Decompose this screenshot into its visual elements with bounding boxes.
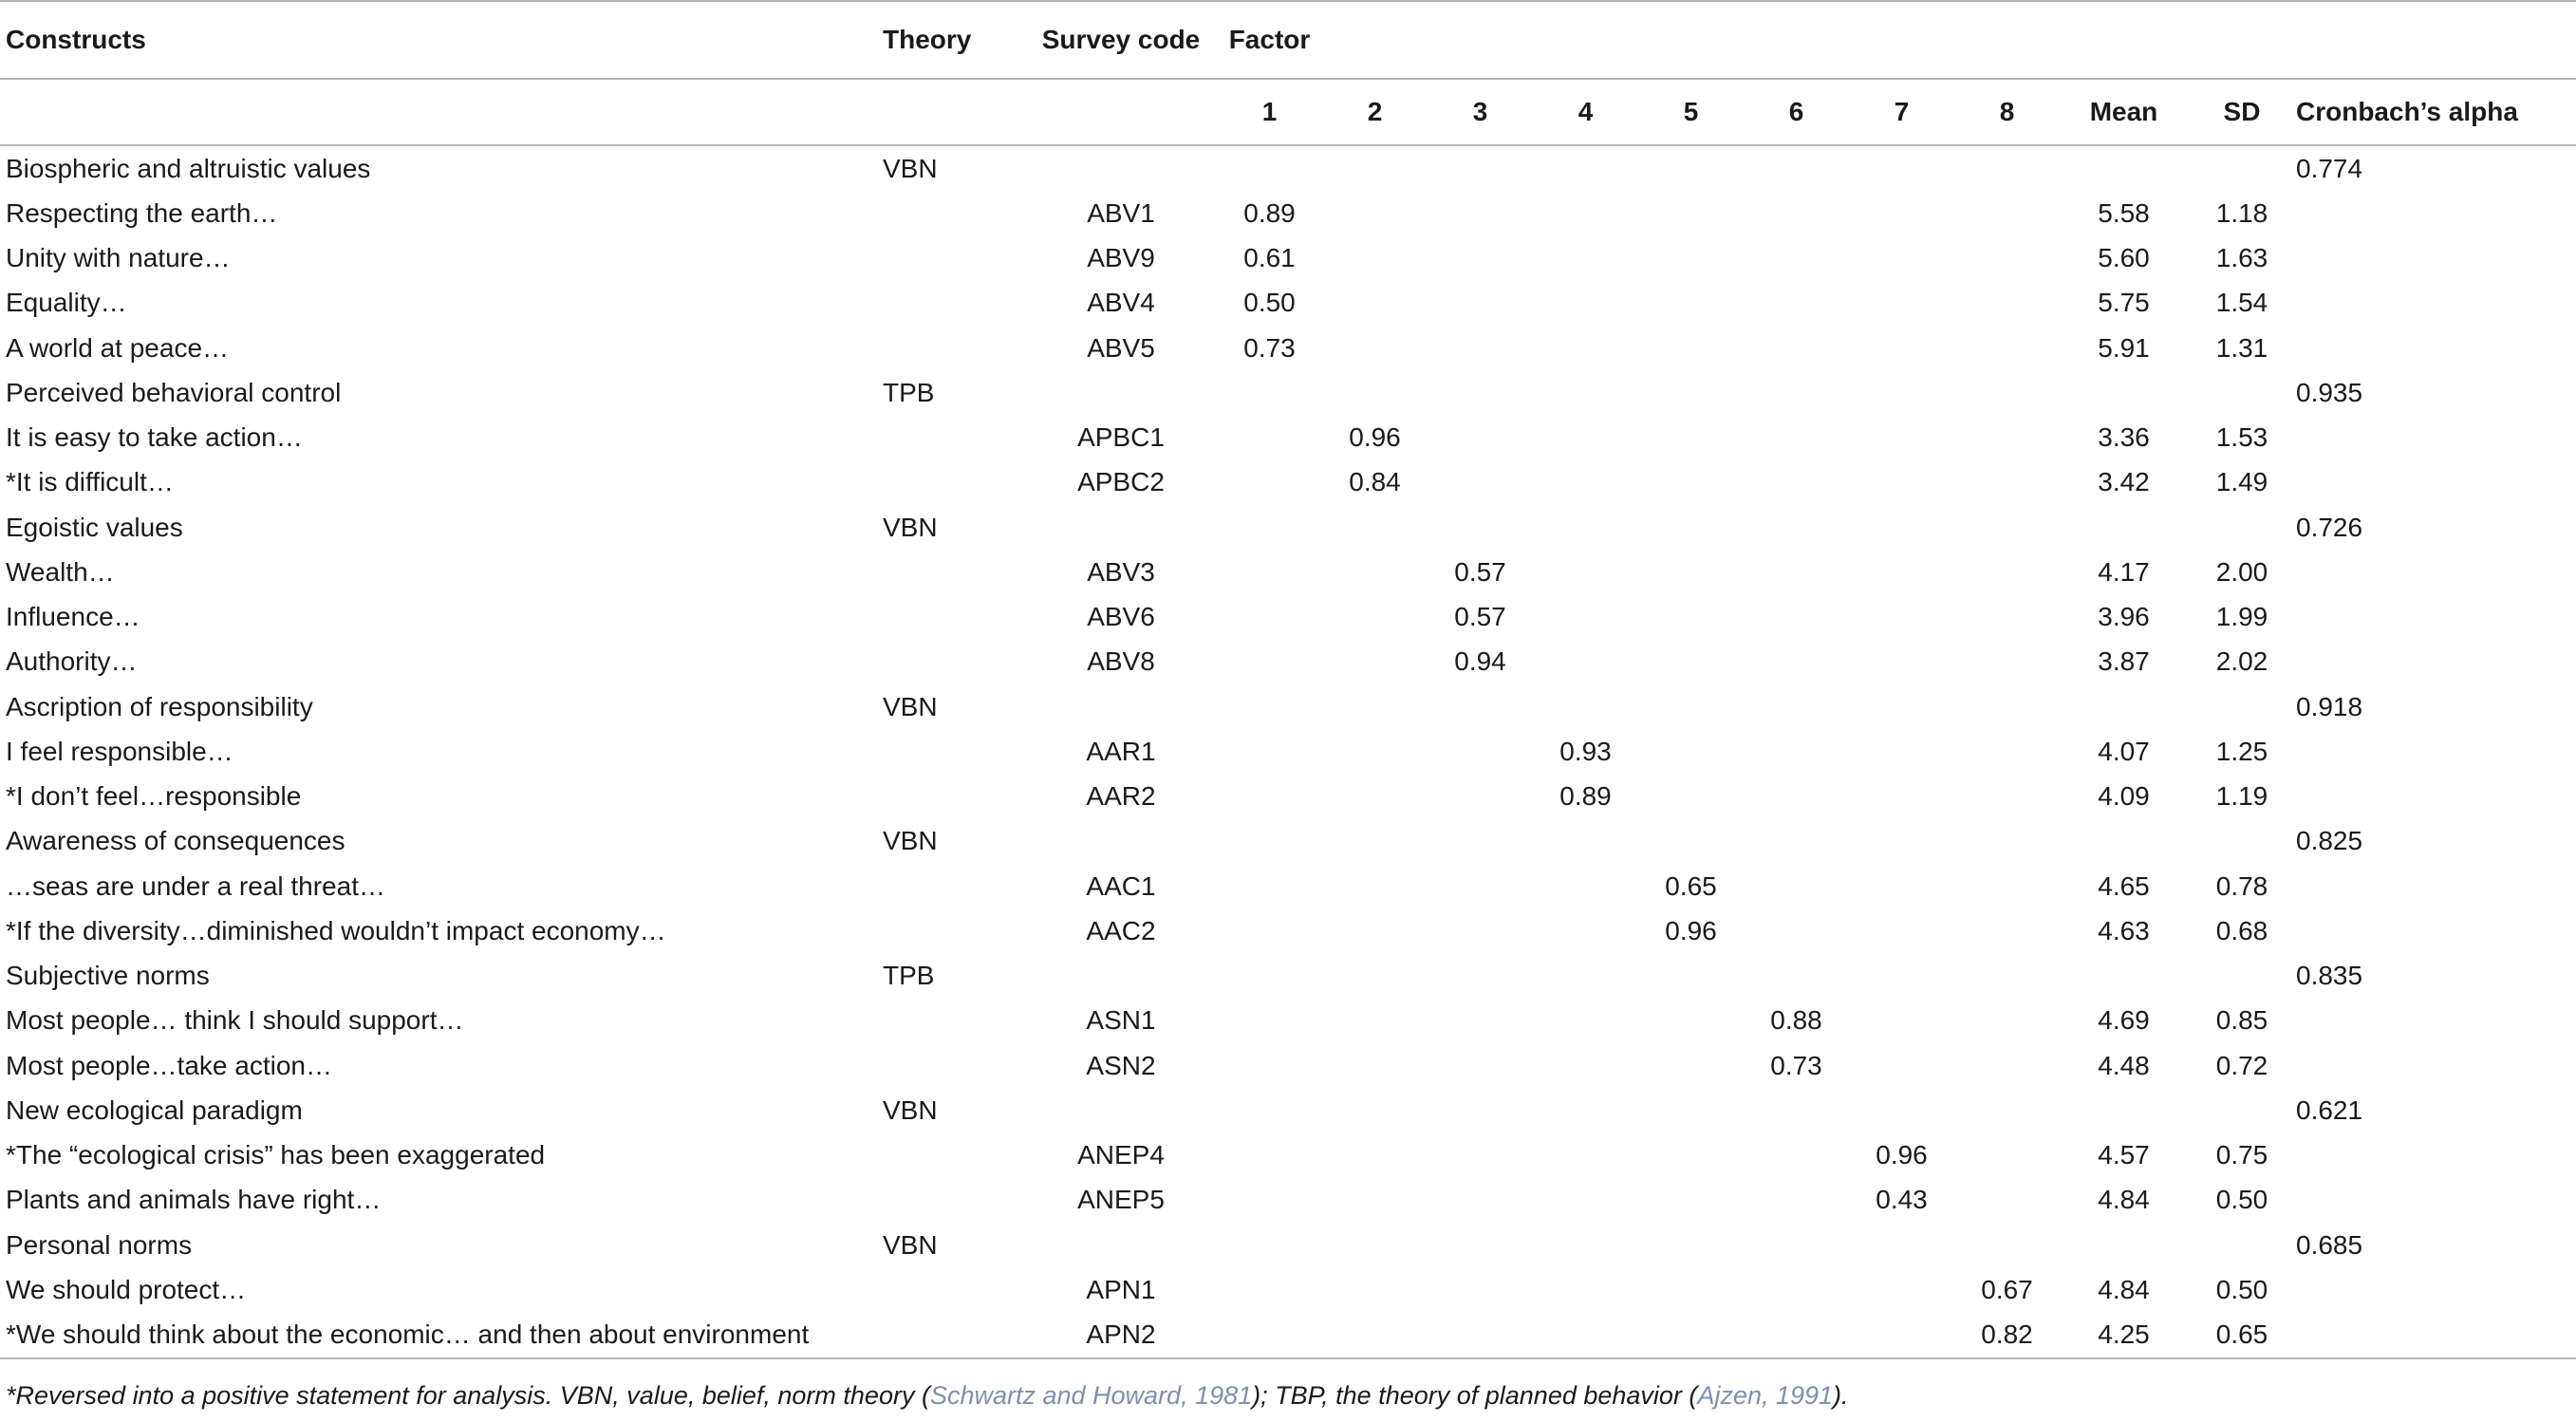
sd-value: 0.65 bbox=[2188, 1313, 2296, 1358]
construct-row bbox=[0, 819, 2576, 864]
construct-row bbox=[0, 684, 2576, 729]
footnote-text-2: ); TBP, the theory of planned behavior ( bbox=[1252, 1381, 1698, 1410]
item-label: Most people… think I should support… bbox=[6, 1005, 464, 1036]
item-row bbox=[0, 775, 2576, 819]
item-row bbox=[0, 1313, 2576, 1358]
table-body bbox=[0, 145, 2576, 1358]
survey-code: AAC2 bbox=[1086, 915, 1156, 945]
header-mean: Mean bbox=[2060, 79, 2188, 145]
survey-code: ASN2 bbox=[1086, 1050, 1156, 1080]
survey-code: AAR2 bbox=[1086, 781, 1156, 812]
item-row bbox=[0, 1178, 2576, 1223]
item-row bbox=[0, 729, 2576, 774]
factor-loading: 0.73 bbox=[1243, 332, 1296, 363]
item-label: We should protect… bbox=[6, 1274, 247, 1304]
sd-value: 1.31 bbox=[2215, 332, 2268, 363]
survey-code: ABV4 bbox=[1087, 288, 1155, 318]
header-row-1 bbox=[0, 1, 2576, 79]
header-factor-1: 1 bbox=[1217, 79, 1322, 145]
factor-loading: 0.82 bbox=[1954, 1313, 2060, 1358]
header-factor-5: 5 bbox=[1638, 79, 1744, 145]
footnote-text-3: ). bbox=[1833, 1381, 1849, 1410]
item-row bbox=[0, 1267, 2576, 1312]
construct-name: Personal norms bbox=[6, 1229, 193, 1260]
survey-code: APBC2 bbox=[1077, 467, 1165, 497]
sd-value: 1.53 bbox=[2215, 422, 2268, 453]
mean-value: 3.96 bbox=[2098, 602, 2150, 632]
item-label: Plants and animals have right… bbox=[6, 1185, 382, 1215]
header-factor-4: 4 bbox=[1533, 79, 1638, 145]
theory-value: VBN bbox=[883, 691, 938, 721]
item-row bbox=[0, 416, 2576, 460]
theory-value: VBN bbox=[883, 512, 938, 542]
header-survey-code: Survey code bbox=[1025, 1, 1217, 79]
item-row bbox=[0, 999, 2576, 1043]
item-label: Wealth… bbox=[6, 556, 115, 587]
mean-value: 4.63 bbox=[2098, 915, 2150, 945]
item-row bbox=[0, 550, 2576, 594]
item-label: Unity with nature… bbox=[6, 243, 231, 273]
cronbach-alpha-value: 0.935 bbox=[2296, 377, 2363, 407]
theory-value: VBN bbox=[883, 826, 938, 856]
item-row bbox=[0, 864, 2576, 908]
citation-link-ajzen[interactable]: Ajzen, 1991 bbox=[1697, 1381, 1834, 1410]
construct-row bbox=[0, 1223, 2576, 1267]
sd-value: 1.49 bbox=[2215, 467, 2268, 497]
sd-value: 0.68 bbox=[2215, 915, 2268, 945]
mean-value: 4.65 bbox=[2098, 870, 2150, 901]
factor-loading: 0.89 bbox=[1559, 781, 1612, 812]
item-row bbox=[0, 595, 2576, 640]
survey-code: ABV3 bbox=[1087, 556, 1155, 587]
cronbach-alpha-value: 0.825 bbox=[2296, 826, 2363, 856]
factor-loading: 0.65 bbox=[1665, 870, 1717, 901]
mean-value: 4.17 bbox=[2098, 556, 2150, 587]
header-factor-7: 7 bbox=[1849, 79, 1954, 145]
header-factor-8: 8 bbox=[1954, 79, 2060, 145]
construct-name: Awareness of consequences bbox=[6, 826, 345, 856]
mean-value: 5.91 bbox=[2098, 332, 2150, 363]
sd-value: 1.63 bbox=[2215, 243, 2268, 273]
header-theory: Theory bbox=[883, 1, 1025, 79]
theory-value: VBN bbox=[883, 153, 938, 183]
item-label: *The “ecological crisis” has been exaggerated bbox=[6, 1140, 546, 1170]
citation-link-schwartz[interactable]: Schwartz and Howard, 1981 bbox=[929, 1381, 1253, 1410]
mean-value: 3.87 bbox=[2098, 646, 2150, 677]
construct-name: New ecological paradigm bbox=[6, 1095, 303, 1125]
theory-value: VBN bbox=[883, 1095, 938, 1125]
mean-value: 5.60 bbox=[2098, 243, 2150, 273]
sd-value: 1.54 bbox=[2215, 288, 2268, 318]
survey-code: AAR1 bbox=[1086, 736, 1156, 766]
sd-value: 1.19 bbox=[2215, 781, 2268, 812]
factor-loading: 0.94 bbox=[1454, 646, 1506, 677]
factor-loading: 0.96 bbox=[1349, 422, 1401, 453]
survey-code: APBC1 bbox=[1077, 422, 1165, 453]
mean-value: 4.48 bbox=[2098, 1050, 2150, 1080]
item-label: *I don’t feel…responsible bbox=[6, 781, 302, 812]
item-label: Respecting the earth… bbox=[6, 197, 278, 228]
construct-name: Perceived behavioral control bbox=[6, 377, 342, 407]
item-row bbox=[0, 326, 2576, 370]
factor-loading: 0.89 bbox=[1243, 197, 1296, 228]
item-row bbox=[0, 1133, 2576, 1178]
item-row bbox=[0, 1043, 2576, 1088]
item-label: *It is difficult… bbox=[6, 467, 174, 497]
header-factor-2: 2 bbox=[1322, 79, 1428, 145]
sd-value: 2.02 bbox=[2215, 646, 2268, 677]
theory-value: VBN bbox=[883, 1229, 938, 1260]
header-row-2 bbox=[0, 79, 2576, 145]
construct-name: Subjective norms bbox=[6, 961, 210, 991]
sd-value: 0.85 bbox=[2215, 1005, 2268, 1036]
factor-loading: 0.96 bbox=[1876, 1140, 1928, 1170]
factor-loading: 0.88 bbox=[1770, 1005, 1822, 1036]
construct-row bbox=[0, 370, 2576, 415]
sd-value: 2.00 bbox=[2215, 556, 2268, 587]
factor-loading: 0.61 bbox=[1243, 243, 1296, 273]
construct-row bbox=[0, 1088, 2576, 1132]
mean-value: 4.09 bbox=[2098, 781, 2150, 812]
item-label: *We should think about the economic… and then about environment bbox=[0, 1313, 883, 1358]
mean-value: 3.36 bbox=[2098, 422, 2150, 453]
mean-value: 4.84 bbox=[2098, 1185, 2150, 1215]
factor-loading: 0.84 bbox=[1349, 467, 1401, 497]
header-sd: SD bbox=[2188, 79, 2296, 145]
survey-code: ASN1 bbox=[1086, 1005, 1156, 1036]
mean-value: 3.42 bbox=[2098, 467, 2150, 497]
theory-value: TPB bbox=[883, 961, 935, 991]
mean-value: 4.84 bbox=[2098, 1274, 2150, 1304]
item-row bbox=[0, 460, 2576, 505]
mean-value: 5.58 bbox=[2098, 197, 2150, 228]
survey-code: ABV5 bbox=[1087, 332, 1155, 363]
factor-loading: 0.50 bbox=[1243, 288, 1296, 318]
survey-code: ANEP5 bbox=[1077, 1185, 1165, 1215]
survey-code: ABV1 bbox=[1087, 197, 1155, 228]
item-label: It is easy to take action… bbox=[6, 422, 303, 453]
sd-value: 0.50 bbox=[2215, 1185, 2268, 1215]
factor-loading: 0.57 bbox=[1454, 602, 1506, 632]
theory-value: TPB bbox=[883, 377, 935, 407]
item-label: Authority… bbox=[6, 646, 138, 677]
cronbach-alpha-value: 0.621 bbox=[2296, 1095, 2363, 1125]
header-factor-6: 6 bbox=[1744, 79, 1849, 145]
sd-value: 0.50 bbox=[2215, 1274, 2268, 1304]
header-alpha: Cronbach’s alpha bbox=[2296, 79, 2576, 145]
item-row bbox=[0, 640, 2576, 684]
cronbach-alpha-value: 0.685 bbox=[2296, 1229, 2363, 1260]
footnote-text-1: *Reversed into a positive statement for analysis. VBN, value, belief, norm theory ( bbox=[6, 1381, 930, 1410]
header-factor: Factor bbox=[1217, 1, 1322, 79]
item-row bbox=[0, 281, 2576, 326]
item-label: I feel responsible… bbox=[6, 736, 233, 766]
factor-loading: 0.93 bbox=[1559, 736, 1612, 766]
survey-code: ABV8 bbox=[1087, 646, 1155, 677]
factor-loading: 0.73 bbox=[1770, 1050, 1822, 1080]
sd-value: 0.75 bbox=[2215, 1140, 2268, 1170]
item-label: Equality… bbox=[6, 288, 127, 318]
survey-code: AAC1 bbox=[1086, 870, 1156, 901]
construct-row bbox=[0, 954, 2576, 999]
cronbach-alpha-value: 0.918 bbox=[2296, 691, 2363, 721]
mean-value: 4.69 bbox=[2098, 1005, 2150, 1036]
factor-loading: 0.67 bbox=[1981, 1274, 2033, 1304]
survey-code: APN2 bbox=[1025, 1313, 1217, 1358]
construct-row bbox=[0, 145, 2576, 191]
item-label: Influence… bbox=[6, 602, 140, 632]
factor-loading: 0.96 bbox=[1665, 915, 1717, 945]
item-row bbox=[0, 236, 2576, 281]
sd-value: 1.99 bbox=[2215, 602, 2268, 632]
item-row bbox=[0, 191, 2576, 235]
construct-name: Ascription of responsibility bbox=[6, 691, 313, 721]
survey-code: APN1 bbox=[1086, 1274, 1156, 1304]
header-constructs: Constructs bbox=[0, 1, 883, 79]
survey-code: ANEP4 bbox=[1077, 1140, 1165, 1170]
construct-row bbox=[0, 505, 2576, 550]
mean-value: 5.75 bbox=[2098, 288, 2150, 318]
mean-value: 4.25 bbox=[2060, 1313, 2188, 1358]
sd-value: 1.25 bbox=[2215, 736, 2268, 766]
construct-name: Biospheric and altruistic values bbox=[6, 153, 371, 183]
factor-loading: 0.57 bbox=[1454, 556, 1506, 587]
item-label: …seas are under a real threat… bbox=[6, 870, 385, 901]
item-label: Most people…take action… bbox=[6, 1050, 332, 1080]
sd-value: 0.78 bbox=[2215, 870, 2268, 901]
cronbach-alpha-value: 0.774 bbox=[2296, 153, 2363, 183]
item-row bbox=[0, 908, 2576, 953]
factor-loading: 0.43 bbox=[1876, 1185, 1928, 1215]
sd-value: 0.72 bbox=[2215, 1050, 2268, 1080]
sd-value: 1.18 bbox=[2215, 197, 2268, 228]
construct-name: Egoistic values bbox=[6, 512, 183, 542]
item-label: *If the diversity…diminished wouldn’t impact economy… bbox=[6, 915, 666, 945]
survey-code: ABV6 bbox=[1087, 602, 1155, 632]
mean-value: 4.57 bbox=[2098, 1140, 2150, 1170]
header-factor-3: 3 bbox=[1428, 79, 1533, 145]
item-label: A world at peace… bbox=[6, 332, 230, 363]
cronbach-alpha-value: 0.835 bbox=[2296, 961, 2363, 991]
footnote bbox=[6, 1381, 1849, 1411]
survey-code: ABV9 bbox=[1087, 243, 1155, 273]
mean-value: 4.07 bbox=[2098, 736, 2150, 766]
cronbach-alpha-value: 0.726 bbox=[2296, 512, 2363, 542]
